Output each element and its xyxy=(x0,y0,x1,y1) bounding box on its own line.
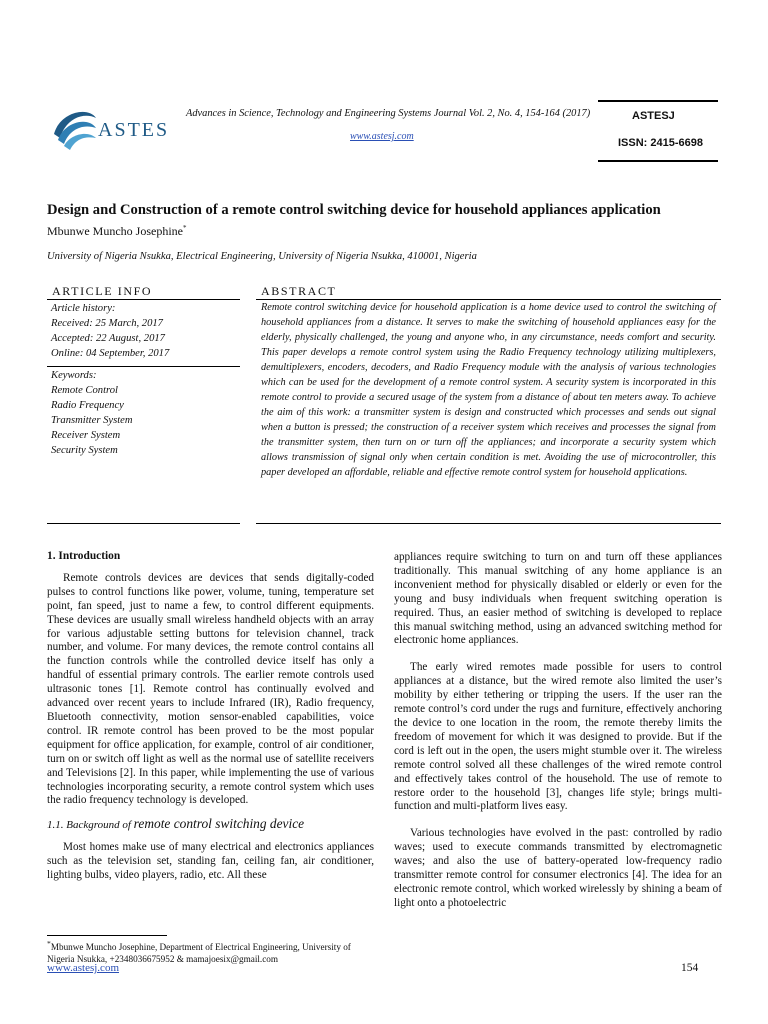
journal-url-link[interactable]: www.astesj.com xyxy=(350,131,414,142)
paragraph: appliances require switching to turn on and turn off these appliances traditionally. This manual switching of any home appliance is an inconvenient method for physically disabled or elderly or even for the young and busy individuals when frequent switching operation is required. Thus, an easier method of switching is developed to replace this manual switching method, using an advanced switching method for electronic home appliances. xyxy=(394,551,722,647)
journal-abbrev: ASTESJ xyxy=(632,110,675,122)
logo-text: ASTES xyxy=(98,119,170,141)
keyword-item: Remote Control xyxy=(51,385,118,396)
footnote-text: Mbunwe Muncho Josephine, Department of Electrical Engineering, University of Nigeria Nsukka, +2348036675952 & mamajoesix@gmail.com xyxy=(47,942,351,964)
accepted-date: Accepted: 22 August, 2017 xyxy=(51,333,165,344)
author-mark: * xyxy=(182,224,187,232)
section-heading-introduction: 1. Introduction xyxy=(47,550,121,562)
article-info-heading: ARTICLE INFO xyxy=(52,284,153,298)
issn: ISSN: 2415-6698 xyxy=(618,137,703,149)
keywords-label: Keywords: xyxy=(51,370,97,381)
keyword-item: Receiver System xyxy=(51,430,121,441)
article-history xyxy=(47,301,240,361)
astes-logo xyxy=(50,104,180,154)
affiliation: University of Nigeria Nsukka, Electrical Engineering, University of Nigeria Nsukka, 410001, Nigeria xyxy=(47,251,477,262)
subsection-title: remote control switching device xyxy=(133,816,305,832)
keyword-item: Security System xyxy=(51,445,118,456)
keyword-item: Radio Frequency xyxy=(51,400,124,411)
history-label: Article history: xyxy=(51,303,116,314)
received-date: Received: 25 March, 2017 xyxy=(51,318,163,329)
abstract-heading: ABSTRACT xyxy=(261,284,337,298)
subsection-heading xyxy=(47,817,374,833)
paragraph: Remote controls devices are devices that sends digitally-coded pulses to control functions like power, volume, tuning, temperature set point, fan speed, just to name a few, to control different equipments. These devices are usually small wireless handheld objects with an array for various adjustable setting buttons for television channel, track number, and volume. For many devices, the remote control contains all the function controls while the controlled device itself has only a handful of essential primary controls. The earlier remote controls used ultrasonic tones [1]. Remote control has continually evolved and advanced over recent years to include Infrared (IR), Radio frequency, Bluetooth connectivity, motion sensor-enabled capabilities, voice control. IR remote control has been proved to be the most popular equipment for office application, for example, control of air conditioner, turn on or switch off light as well as the normal use of satellite receivers and Televisions [2]. In this paper, while implementing the use of various technologies incorporating security, a remote control system which uses the radio frequency technology is developed. xyxy=(47,571,374,807)
author-name: Mbunwe Muncho Josephine xyxy=(47,224,183,238)
journal-citation: Advances in Science, Technology and Engineering Systems Journal Vol. 2, No. 4, 154-164 (2017) xyxy=(186,108,591,119)
abstract-bottom-rule xyxy=(256,523,721,524)
paragraph: Various technologies have evolved in the past: controlled by radio waves; used to execute commands transmitted by electromagnetic waves; and also the use of battery-operated low-frequency radio transmitter remote control for consumer electronics [4]. The idea for an electronic remote control, which worked wirelessly by shining a beam of light onto a photoelectric xyxy=(394,827,722,909)
info-bottom-rule xyxy=(47,523,240,524)
footnote xyxy=(47,938,372,965)
footer-url-link[interactable]: www.astesj.com xyxy=(47,962,119,974)
subsection-prefix: 1.1. Background of xyxy=(47,819,134,832)
left-column xyxy=(47,550,374,883)
keyword-item: Transmitter System xyxy=(51,415,133,426)
info-top-rule xyxy=(47,299,240,300)
info-mid-rule xyxy=(47,366,240,367)
footnote-mark: * xyxy=(47,939,51,948)
abstract-text: Remote control switching device for household application is a home device used to control the switching of household appliances from a distance. It serves to make the switching of household appliances easy for the elderly, physically challenged, the young and anyone who, in any circumstance, needs comfort and security. This paper develops a remote control system using the Radio Frequency technology utilizing multiplexers, demultiplexers, encoders, decoders, and Radio Frequency module with the analysis of various technologies which can be used for the development of a remote control system. A security system is incorporated in this remote control to provide a secured usage of the system from a distance of about ten meters away. To achieve the aim of this work: a transmitter system is design and constructed which processes and sends out signal when a button is pressed; the construction of a receiver system which receives and processes the signal from the transmitter system, then turn on or turn off the appliances; and incorporate a security system which allows transmission of signal only when certain condition is met. Avoiding the use of microcontroller, this paper developed an affordable, reliable and effective remote control system for household applications. xyxy=(261,302,716,478)
online-date: Online: 04 September, 2017 xyxy=(51,348,170,359)
paragraph: The early wired remotes made possible for users to control appliances at a distance, but the wired remote also limited the user’s mobility by either tethering or tripping the users. If the user ran the remote control’s cord under the rugs and furniture, effectively anchoring the device to one location in the room, the remote thereby limits the freedom of movement for which it was designed to provide. But if the cord is left out in the open, the users might stumble over it. The wireless remote control solved all these challenges of the wired remote control and effectively takes control of the household. The use of remote to restore order to the household [3], changes life style; brings multi-function and multi-platform lives easy. xyxy=(394,661,722,813)
right-column xyxy=(394,551,722,911)
keywords-block xyxy=(47,368,240,458)
paragraph: Most homes make use of many electrical and electronics appliances such as the television set, standing fan, ceiling fan, air conditioner, lighting bulbs, video players, radio, etc. All these xyxy=(47,841,374,882)
author-line xyxy=(47,224,186,239)
page-number: 154 xyxy=(681,962,699,974)
paper-title: Design and Construction of a remote control switching device for household appliances application xyxy=(47,202,661,218)
footnote-rule xyxy=(47,935,167,936)
